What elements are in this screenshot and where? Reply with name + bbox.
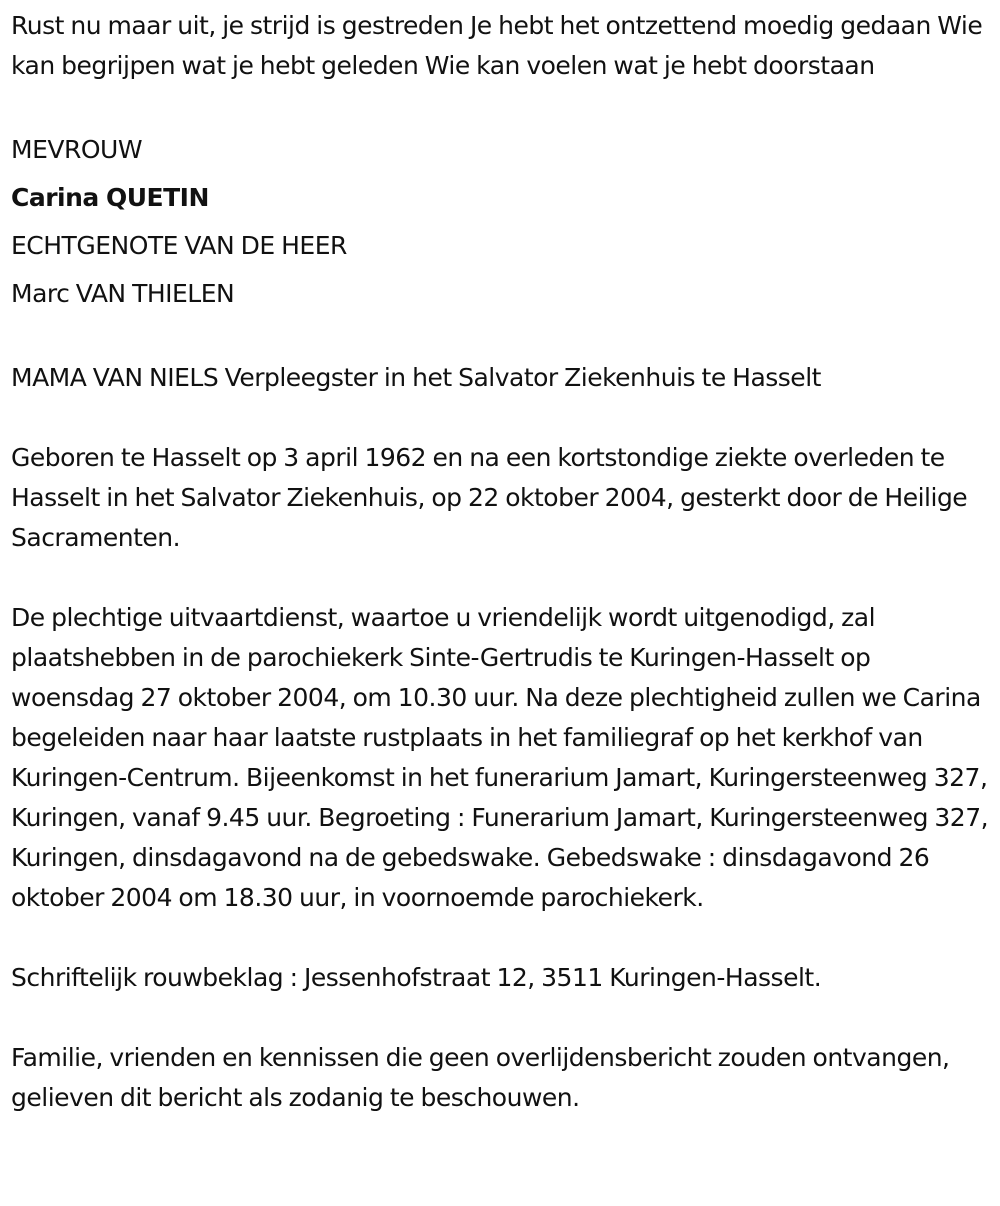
deceased-block [11,126,991,318]
funeral-paragraph: De plechtige uitvaartdienst, waartoe u vriendelijk wordt uitgenodigd, zal plaatshebben in de parochiekerk Sinte-Gertrudis te Kuringen-Hasselt op woensdag 27 oktober 2004, om 10.30 uur. Na deze plechtigheid zullen we Carina begeleiden naar haar laatste rustplaats in het familiegraf op het kerkhof van Kuringen-Centrum. Bijeenkomst in het funerarium Jamart, Kuringersteenweg 327, Kuringen, vanaf 9.45 uur. Begroeting : Funerarium Jamart, Kuringersteenweg 327, Kuringen, dinsdagavond na de gebedswake. Gebedswake : dinsdagavond 26 oktober 2004 om 18.30 uur, in voornoemde parochiekerk. [11,603,989,912]
spacer [11,398,991,438]
spouse-label: ECHTGENOTE VAN DE HEER [11,231,347,260]
spacer [11,558,991,598]
spacer [11,86,991,126]
obituary-document [11,6,991,1118]
notice-paragraph: Familie, vrienden en kennissen die geen overlijdensbericht zouden ontvangen, gelieven dit bericht als zodanig te beschouwen. [11,1043,950,1112]
poem-paragraph: Rust nu maar uit, je strijd is gestreden Je hebt het ontzettend moedig gedaan Wie kan begrijpen wat je hebt geleden Wie kan voelen wat je hebt doorstaan [11,11,983,80]
birth-death-paragraph: Geboren te Hasselt op 3 april 1962 en na een kortstondige ziekte overleden te Hasselt in het Salvator Ziekenhuis, op 22 oktober 2004, gesterkt door de Heilige Sacramenten. [11,443,968,552]
title-text: MEVROUW [11,135,143,164]
spacer [11,918,991,958]
spacer [11,998,991,1038]
role-paragraph: MAMA VAN NIELS Verpleegster in het Salvator Ziekenhuis te Hasselt [11,363,821,392]
condolences-paragraph: Schriftelijk rouwbeklag : Jessenhofstraat 12, 3511 Kuringen-Hasselt. [11,963,822,992]
deceased-name: Carina QUETIN [11,183,209,212]
spouse-name: Marc VAN THIELEN [11,279,235,308]
spacer [11,318,991,358]
